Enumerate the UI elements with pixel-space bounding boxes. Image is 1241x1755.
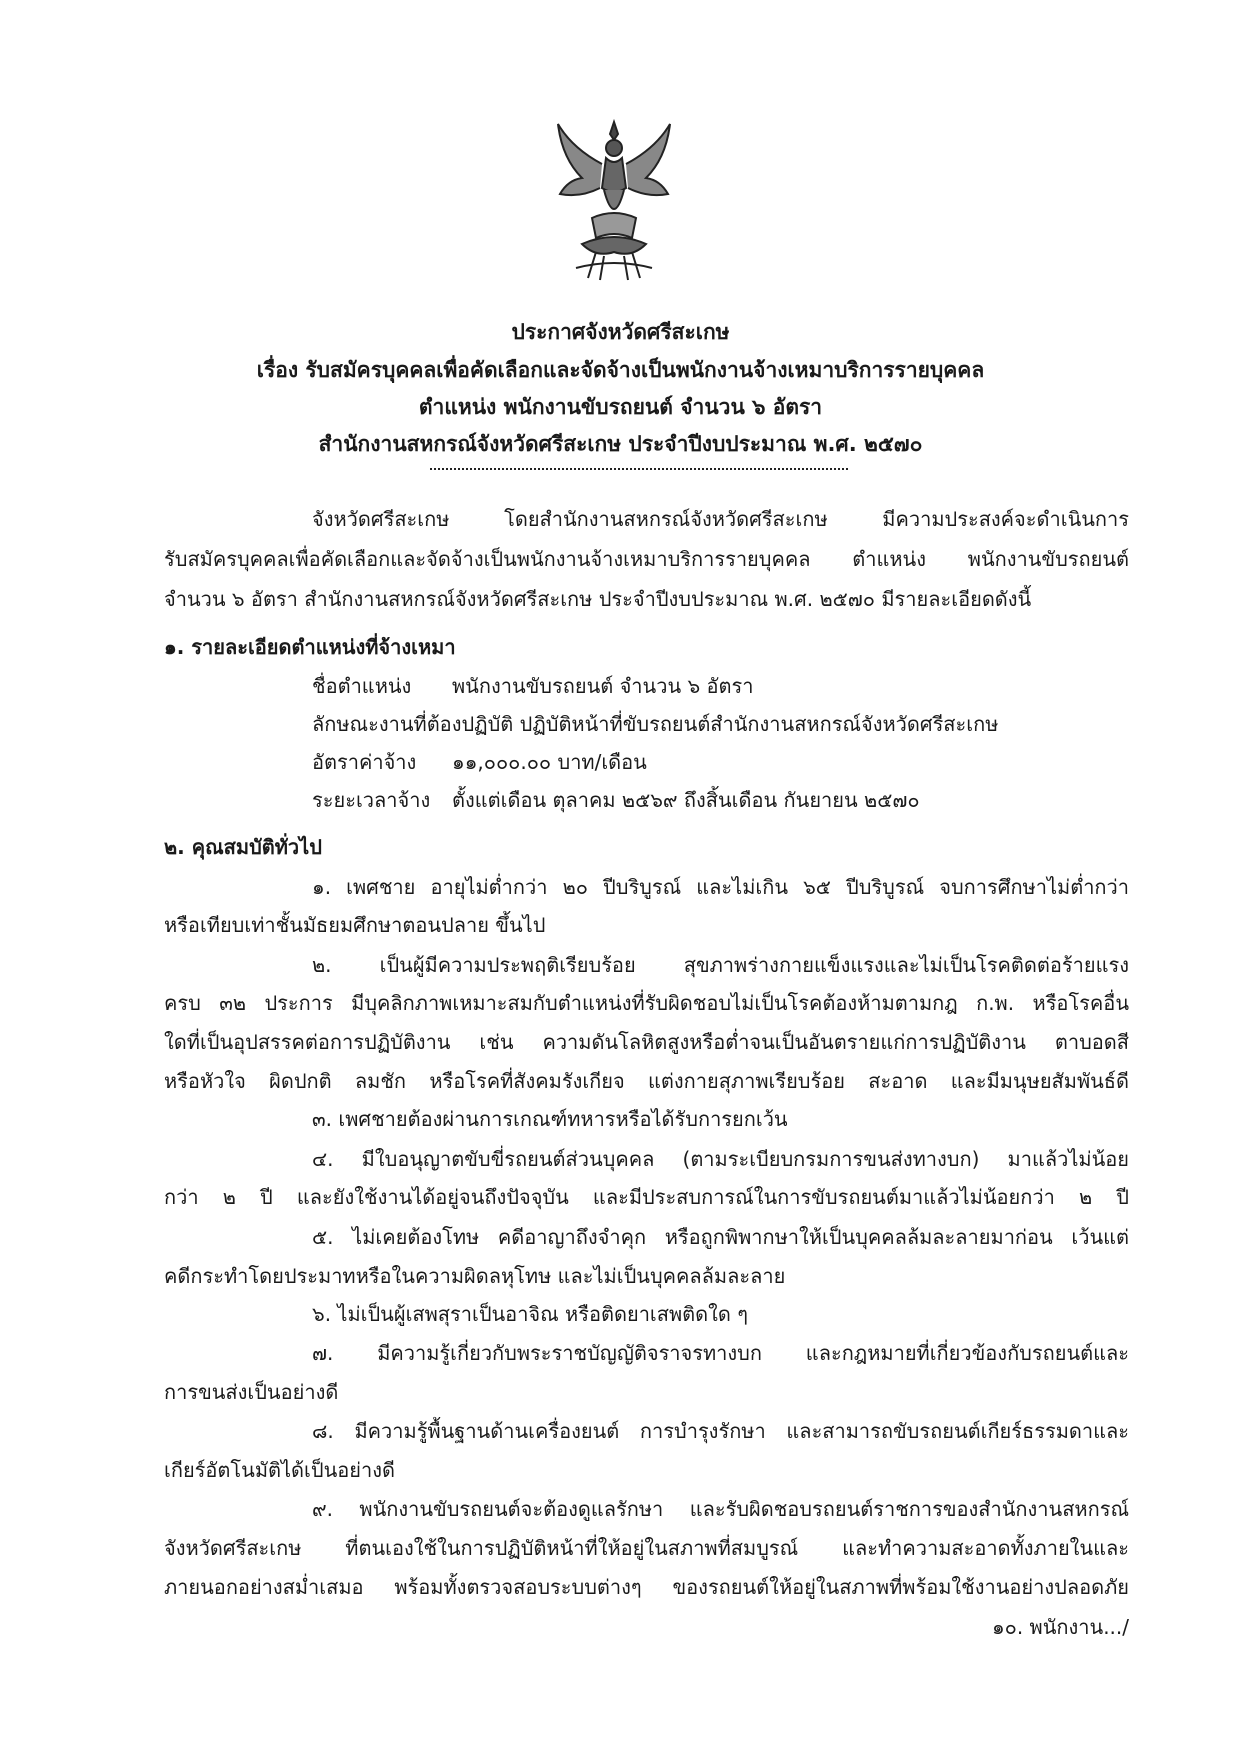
continuation-marker: ๑๐. พนักงาน.../ xyxy=(991,1615,1129,1639)
qualification-line: ๕. ไม่เคยต้องโทษ คดีอาญาถึงจำคุก หรือถูกพิพากษาให้เป็นบุคคลล้มละลายมาก่อน เว้นแต่ xyxy=(312,1225,1129,1249)
position-line: ตำแหน่ง พนักงานขับรถยนต์ จำนวน ๖ อัตรา xyxy=(418,395,823,419)
intro-line: จำนวน ๖ อัตรา สำนักงานสหกรณ์จังหวัดศรีสะเกษ ประจำปีงบประมาณ พ.ศ. ๒๕๗๐ มีรายละเอียดดังนี้ xyxy=(164,587,1032,611)
qualification-line: ๔. มีใบอนุญาตขับขี่รถยนต์ส่วนบุคคล (ตามระเบียบกรมการขนส่งทางบก) มาแล้วไม่น้อย xyxy=(312,1147,1129,1171)
section-heading: ๑. รายละเอียดตำแหน่งที่จ้างเหมา xyxy=(164,635,456,659)
document-subject: เรื่อง รับสมัครบุคคลเพื่อคัดเลือกและจัดจ้างเป็นพนักงานจ้างเหมาบริการรายบุคคล xyxy=(256,358,985,382)
detail-label: อัตราค่าจ้าง xyxy=(312,750,417,774)
garuda-emblem xyxy=(552,118,676,284)
dotted-divider xyxy=(430,468,848,470)
qualification-line: ใดที่เป็นอุปสรรคต่อการปฏิบัติงาน เช่น ความดันโลหิตสูงหรือต่ำจนเป็นอันตรายแก่การปฏิบัติงาน ตาบอดสี xyxy=(164,1030,1129,1054)
qualification-line: ๘. มีความรู้พื้นฐานด้านเครื่องยนต์ การบำรุงรักษา และสามารถขับรถยนต์เกียร์ธรรมดาและ xyxy=(312,1419,1129,1443)
detail-row xyxy=(312,749,647,775)
qualification-line: ภายนอกอย่างสม่ำเสมอ พร้อมทั้งตรวจสอบระบบต่างๆ ของรถยนต์ให้อยู่ในสภาพที่พร้อมใช้งานอย่างปลอดภัย xyxy=(164,1575,1129,1599)
qualification-line: ครบ ๓๒ ประการ มีบุคลิกภาพเหมาะสมกับตำแหน่งที่รับผิดชอบไม่เป็นโรคต้องห้ามตามกฎ ก.พ. หรือโรคอื่น xyxy=(164,991,1129,1015)
qualification-line: คดีกระทำโดยประมาทหรือในความผิดลหุโทษ และไม่เป็นบุคคลล้มละลาย xyxy=(164,1264,786,1288)
qualification-line: การขนส่งเป็นอย่างดี xyxy=(164,1380,339,1404)
qualification-line: หรือเทียบเท่าชั้นมัธยมศึกษาตอนปลาย ขึ้นไป xyxy=(164,913,546,937)
qualification-line: ๒. เป็นผู้มีความประพฤติเรียบร้อย สุขภาพร่างกายแข็งแรงและไม่เป็นโรคติดต่อร้ายแรง xyxy=(312,953,1129,977)
intro-line: จังหวัดศรีสะเกษ โดยสำนักงานสหกรณ์จังหวัดศรีสะเกษ มีความประสงค์จะดำเนินการ xyxy=(312,507,1129,531)
qualification-line: ๖. ไม่เป็นผู้เสพสุราเป็นอาจิณ หรือติดยาเสพติดใด ๆ xyxy=(312,1302,748,1326)
document-title: ประกาศจังหวัดศรีสะเกษ xyxy=(511,320,730,344)
detail-value: ตั้งแต่เดือน ตุลาคม ๒๕๖๙ ถึงสิ้นเดือน กันยายน ๒๕๗๐ xyxy=(452,788,920,812)
qualification-line: เกียร์อัตโนมัติได้เป็นอย่างดี xyxy=(164,1458,395,1482)
qualification-line: ๗. มีความรู้เกี่ยวกับพระราชบัญญัติจราจรทางบก และกฎหมายที่เกี่ยวข้องกับรถยนต์และ xyxy=(312,1341,1129,1365)
qualification-line: ๓. เพศชายต้องผ่านการเกณฑ์ทหารหรือได้รับการยกเว้น xyxy=(312,1107,788,1131)
detail-row xyxy=(312,673,754,699)
detail-value: พนักงานขับรถยนต์ จำนวน ๖ อัตรา xyxy=(452,674,754,698)
qualification-line: ๙. พนักงานขับรถยนต์จะต้องดูแลรักษา และรับผิดชอบรถยนต์ราชการของสำนักงานสหกรณ์ xyxy=(312,1497,1129,1521)
detail-label: ระยะเวลาจ้าง xyxy=(312,788,431,812)
detail-label: ชื่อตำแหน่ง xyxy=(312,674,412,698)
qualification-line: กว่า ๒ ปี และยังใช้งานได้อยู่จนถึงปัจจุบัน และมีประสบการณ์ในการขับรถยนต์มาแล้วไม่น้อยกว่า ๒ ปี xyxy=(164,1185,1129,1209)
detail-value: ๑๑,๐๐๐.๐๐ บาท/เดือน xyxy=(452,750,647,774)
qualification-line: จังหวัดศรีสะเกษ ที่ตนเองใช้ในการปฏิบัติหน้าที่ให้อยู่ในสภาพที่สมบูรณ์ และทำความสะอาดทั้งภายในและ xyxy=(164,1536,1129,1560)
detail-value: ลักษณะงานที่ต้องปฏิบัติ ปฏิบัติหน้าที่ขับรถยนต์สำนักงานสหกรณ์จังหวัดศรีสะเกษ xyxy=(312,712,999,736)
intro-line: รับสมัครบุคคลเพื่อคัดเลือกและจัดจ้างเป็นพนักงานจ้างเหมาบริการรายบุคคล ตำแหน่ง พนักงานขับรถยนต์ xyxy=(164,547,1129,571)
qualification-line: หรือหัวใจ ผิดปกติ ลมชัก หรือโรคที่สังคมรังเกียจ แต่งกายสุภาพเรียบร้อย สะอาด และมีมนุษยสัมพันธ์ดี xyxy=(164,1069,1129,1093)
office-line: สำนักงานสหกรณ์จังหวัดศรีสะเกษ ประจำปีงบประมาณ พ.ศ. ๒๕๗๐ xyxy=(318,432,923,456)
section-heading: ๒. คุณสมบัติทั่วไป xyxy=(164,835,322,859)
qualification-line: ๑. เพศชาย อายุไม่ต่ำกว่า ๒๐ ปีบริบูรณ์ และไม่เกิน ๖๕ ปีบริบูรณ์ จบการศึกษาไม่ต่ำกว่า xyxy=(312,875,1129,899)
detail-row xyxy=(312,711,998,737)
detail-row xyxy=(312,787,920,813)
